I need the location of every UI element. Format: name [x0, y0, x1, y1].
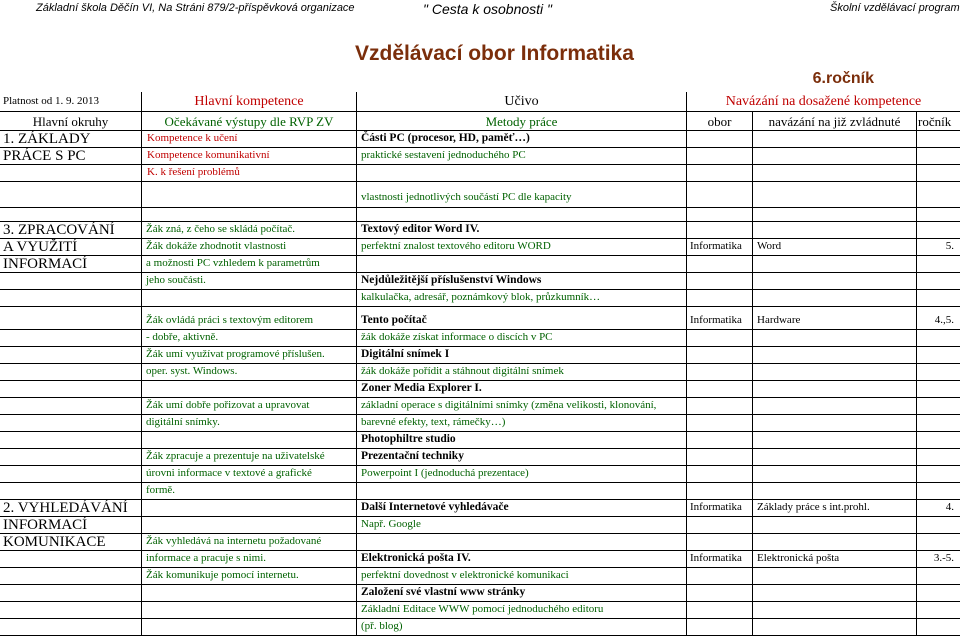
table-row: [0, 466, 960, 483]
content-cell: Další Internetové vyhledávače: [361, 501, 509, 513]
header-topics: Hlavní okruhy: [32, 114, 109, 129]
content-cell: Elektronická pošta IV.: [361, 552, 471, 564]
content-cell: Textový editor Word IV.: [361, 223, 480, 235]
outcome-cell: Žák zná, z čeho se skládá počítač.: [146, 223, 296, 235]
header-curriculum: Učivo: [504, 94, 539, 109]
table-row: [0, 208, 960, 222]
table-row: [0, 165, 960, 182]
table-row: [0, 483, 960, 500]
topic-cell: INFORMACÍ: [3, 256, 88, 272]
table-row: [0, 415, 960, 432]
content-cell: perfektní dovednost v elektronické komunikaci: [361, 569, 569, 581]
year-cell: 4.: [945, 501, 954, 513]
topic-cell: KOMUNIKACE: [3, 534, 106, 550]
content-cell: Základní Editace WWW pomocí jednoduchého editoru: [361, 603, 604, 615]
builds-on-cell: Hardware: [757, 314, 801, 326]
table-row: [0, 330, 960, 347]
topic-cell: PRÁCE S PC: [3, 148, 86, 164]
content-cell: základní operace s digitálními snímky (změna velikosti, klonování,: [361, 399, 657, 411]
header-row-1: [0, 92, 960, 112]
header-outcomes: Očekávané výstupy dle RVP ZV: [164, 114, 334, 129]
outcome-cell: a možnosti PC vzhledem k parametrům: [146, 257, 320, 269]
table-row: [0, 449, 960, 466]
page-title: Vzdělávací obor Informatika: [355, 42, 634, 65]
content-cell: Založení své vlastní www stránky: [361, 586, 526, 598]
header-builds-on: navázání na již zvládnuté: [768, 114, 901, 129]
content-cell: Nejdůležitější příslušenství Windows: [361, 274, 542, 286]
content-cell: Např. Google: [361, 518, 421, 530]
topic-cell: 2. VYHLEDÁVÁNÍ: [3, 500, 128, 516]
table-row: [0, 432, 960, 449]
outcome-cell: digitální snímky.: [146, 416, 220, 428]
year-cell: 5.: [945, 240, 954, 252]
content-cell: Tento počítač: [361, 314, 427, 326]
content-cell: Zoner Media Explorer I.: [361, 382, 482, 394]
content-cell: Digitální snímek I: [361, 348, 450, 360]
topic-cell: INFORMACÍ: [3, 517, 88, 533]
outcome-cell: Žák zpracuje a prezentuje na uživatelské: [146, 450, 325, 462]
table-row: [0, 568, 960, 585]
content-cell: žák dokáže pořídit a stáhnout digitální snímek: [361, 365, 564, 377]
grade-label: 6.ročník: [812, 70, 874, 87]
table-row: [0, 585, 960, 602]
content-cell: perfektní znalost textového editoru WORD: [361, 240, 551, 252]
header-subject: obor: [707, 114, 732, 129]
outcome-cell: - dobře, aktivně.: [146, 331, 219, 343]
content-cell: barevné efekty, text, rámečky…): [361, 416, 506, 428]
content-cell: Prezentační techniky: [361, 450, 464, 462]
content-cell: Powerpoint I (jednoduchá prezentace): [361, 467, 529, 479]
builds-on-cell: Základy práce s int.prohl.: [757, 501, 870, 513]
header-row-2: [0, 112, 960, 131]
outcome-cell: oper. syst. Windows.: [146, 365, 238, 377]
topic-cell: 1. ZÁKLADY: [3, 131, 91, 147]
table-row: [0, 364, 960, 381]
subject-cell: Informatika: [690, 501, 742, 513]
table-row: [0, 307, 960, 330]
year-cell: 3.-5.: [933, 552, 954, 564]
table-row: [0, 148, 960, 165]
content-cell: kalkulačka, adresář, poznámkový blok, průzkumník…: [361, 291, 601, 303]
builds-on-cell: Elektronická pošta: [757, 552, 840, 564]
outcome-cell: Žák ovládá práci s textovým editorem: [146, 314, 314, 326]
program-name: Školní vzdělávací program: [830, 2, 960, 14]
competence-cell: Kompetence komunikativní: [147, 149, 270, 161]
outcome-cell: formě.: [146, 484, 176, 496]
content-cell: žák dokáže získat informace o discích v PC: [361, 331, 553, 343]
outcome-cell: informace a pracuje s nimi.: [146, 552, 267, 564]
topic-cell: A VYUŽITÍ: [3, 239, 78, 255]
content-cell: (př. blog): [361, 620, 403, 632]
outcome-cell: Žák umí využívat programové příslušen.: [146, 348, 325, 360]
subject-cell: Informatika: [690, 314, 742, 326]
outcome-cell: Žák umí dobře pořizovat a upravovat: [146, 399, 310, 411]
content-cell: praktické sestavení jednoduchého PC: [361, 149, 526, 161]
table-row: [0, 290, 960, 307]
header-competences: Hlavní kompetence: [194, 94, 304, 109]
subject-cell: Informatika: [690, 552, 742, 564]
topic-cell: 3. ZPRACOVÁNÍ: [3, 222, 115, 238]
table-row: [0, 398, 960, 415]
header-continuity: Navázání na dosažené kompetence: [725, 94, 922, 109]
table-row: [0, 182, 960, 208]
table-row: [0, 500, 960, 517]
table-row: [0, 239, 960, 256]
builds-on-cell: Word: [757, 240, 782, 252]
subject-cell: Informatika: [690, 240, 742, 252]
table-row: [0, 256, 960, 273]
table-row: [0, 602, 960, 619]
competence-cell: K. k řešení problémů: [147, 166, 240, 178]
table-row: [0, 551, 960, 568]
content-cell: Části PC (procesor, HD, paměť…): [361, 132, 530, 144]
content-cell: vlastnosti jednotlivých součástí PC dle kapacity: [361, 191, 572, 203]
outcome-cell: Žák komunikuje pomocí internetu.: [146, 569, 299, 581]
valid-from: Platnost od 1. 9. 2013: [3, 95, 99, 107]
curriculum-table: [0, 92, 960, 636]
school-motto: " Cesta k osobnosti ": [423, 1, 553, 17]
outcome-cell: Žák dokáže zhodnotit vlastnosti: [146, 240, 287, 252]
table-row: [0, 273, 960, 290]
competence-cell: Kompetence k učení: [147, 132, 238, 144]
school-name: Základní škola Děčín VI, Na Stráni 879/2-příspěvková organizace: [36, 2, 355, 14]
table-row: [0, 517, 960, 534]
outcome-cell: úrovni informace v textové a grafické: [146, 467, 312, 479]
content-cell: Photophiltre studio: [361, 433, 456, 445]
outcome-cell: jeho součásti.: [146, 274, 206, 286]
table-row: [0, 381, 960, 398]
year-cell: 4.,5.: [934, 314, 954, 326]
table-row: [0, 619, 960, 636]
table-row: [0, 131, 960, 148]
outcome-cell: Žák vyhledává na internetu požadované: [146, 535, 322, 547]
table-row: [0, 534, 960, 551]
table-row: [0, 222, 960, 239]
header-methods: Metody práce: [485, 114, 558, 129]
header-year: ročník: [918, 114, 952, 129]
table-row: [0, 347, 960, 364]
